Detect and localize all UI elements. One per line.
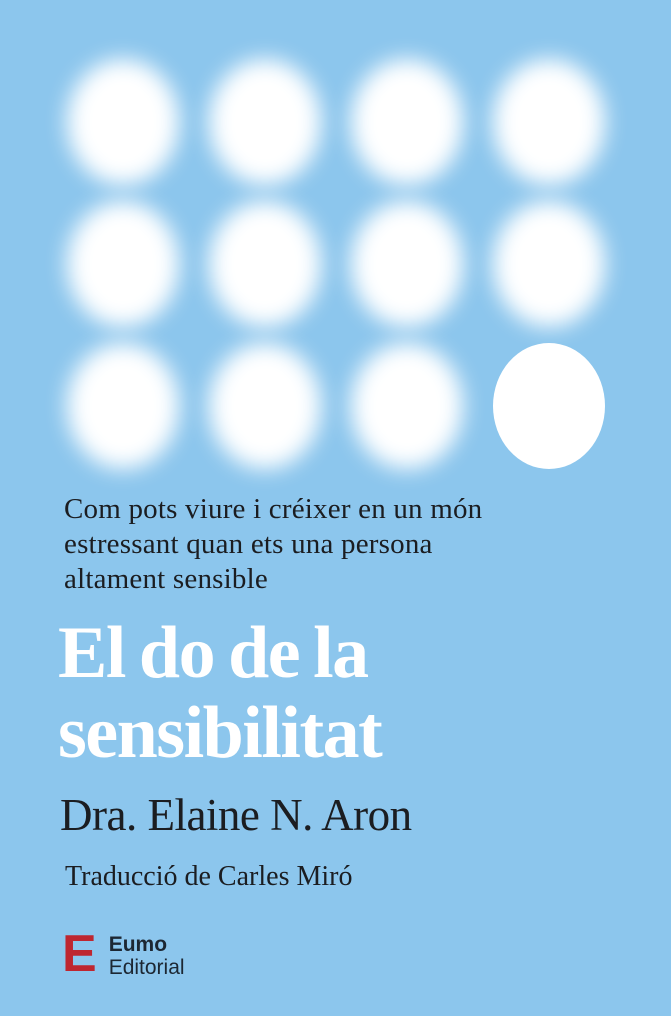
author-name: Dra. Elaine N. Aron: [60, 790, 412, 840]
dot: [209, 201, 321, 327]
dot: [67, 343, 179, 469]
dot: [351, 343, 463, 469]
publisher-text: [109, 932, 185, 978]
dot: [493, 59, 605, 185]
subtitle: [64, 492, 482, 597]
publisher-logo: [62, 925, 185, 983]
dot: [67, 59, 179, 185]
publisher-type: Editorial: [108, 956, 185, 979]
dot: [493, 201, 605, 327]
dot: [493, 343, 605, 469]
dot: [209, 343, 321, 469]
title-line-2: sensibilitat: [58, 692, 382, 774]
dot: [351, 201, 463, 327]
book-title: [58, 613, 381, 773]
dot: [209, 59, 321, 185]
title-line-1: El do de la: [58, 612, 368, 694]
eumo-logo-mark: E: [62, 925, 96, 983]
translator-credit: Traducció de Carles Miró: [65, 861, 353, 892]
publisher-name: Eumo: [108, 933, 168, 956]
subtitle-line-2: estressant quan ets una persona: [64, 528, 433, 560]
dot: [351, 59, 463, 185]
subtitle-line-3: altament sensible: [64, 563, 268, 595]
subtitle-line-1: Com pots viure i créixer en un món: [64, 493, 483, 525]
dot: [67, 201, 179, 327]
